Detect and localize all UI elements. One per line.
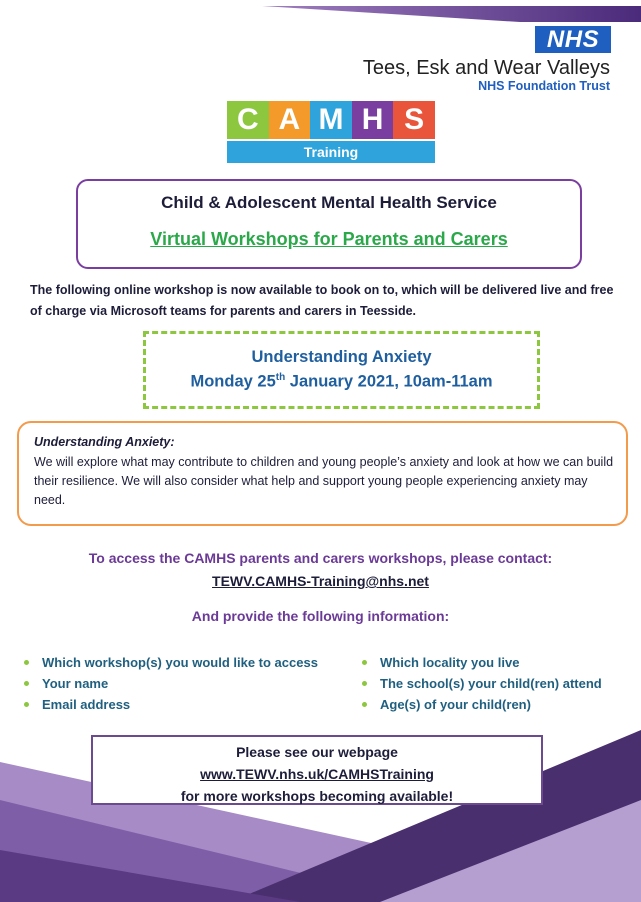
camhs-logo-letters bbox=[227, 101, 435, 139]
webpage-outro: for more workshops becoming available! bbox=[180, 788, 454, 804]
camhs-letter: M bbox=[310, 101, 352, 139]
bullet-icon bbox=[24, 660, 29, 665]
bullet-icon bbox=[362, 681, 367, 686]
bullet-icon bbox=[362, 660, 367, 665]
event-title: Understanding Anxiety bbox=[251, 348, 432, 366]
camhs-letter: S bbox=[393, 101, 435, 139]
list-item bbox=[362, 652, 602, 673]
contact-email-link[interactable]: TEWV.CAMHS-Training@nhs.net bbox=[212, 573, 429, 589]
description-text: We will explore what may contribute to children and young people’s anxiety and look at how we can build their resilience. We will also consider what help and support young people experiencing anxiety may need. bbox=[34, 455, 614, 507]
webpage-box bbox=[91, 735, 543, 805]
camhs-logo bbox=[227, 101, 435, 163]
workshops-subtitle: Virtual Workshops for Parents and Carers bbox=[150, 229, 508, 249]
list-item-label: Age(s) of your child(ren) bbox=[380, 697, 531, 712]
list-item-label: Which workshop(s) you would like to access bbox=[42, 655, 318, 670]
camhs-training-banner: Training bbox=[227, 141, 435, 163]
trust-name: Tees, Esk and Wear Valleys bbox=[362, 57, 610, 79]
title-box bbox=[76, 179, 582, 269]
trust-subtitle: NHS Foundation Trust bbox=[478, 79, 610, 93]
nhs-logo: NHS bbox=[535, 26, 611, 53]
bullet-icon bbox=[24, 681, 29, 686]
event-date-suffix: th bbox=[275, 372, 286, 383]
description-heading: Understanding Anxiety: bbox=[34, 435, 175, 449]
list-item bbox=[24, 652, 318, 673]
webpage-link[interactable]: www.TEWV.nhs.uk/CAMHSTraining bbox=[200, 766, 434, 782]
contact-instruction: To access the CAMHS parents and carers workshops, please contact: bbox=[88, 550, 553, 566]
list-item bbox=[24, 673, 318, 694]
camhs-letter: H bbox=[352, 101, 394, 139]
webpage-intro: Please see our webpage bbox=[236, 744, 398, 760]
provide-info-heading: And provide the following information: bbox=[191, 608, 450, 624]
camhs-letter: A bbox=[269, 101, 311, 139]
list-item-label: The school(s) your child(ren) attend bbox=[380, 676, 602, 691]
description-box bbox=[17, 421, 628, 526]
intro-paragraph: The following online workshop is now available to book on to, which will be delivered live and free of charge via Microsoft teams for parents and carers in Teesside. bbox=[30, 283, 614, 318]
list-item-label: Which locality you live bbox=[380, 655, 520, 670]
list-item-label: Email address bbox=[42, 697, 131, 712]
list-item-label: Your name bbox=[42, 676, 109, 691]
camhs-letter: C bbox=[227, 101, 269, 139]
event-box bbox=[143, 331, 540, 409]
service-title: Child & Adolescent Mental Health Service bbox=[161, 193, 497, 212]
event-date bbox=[146, 372, 537, 392]
event-date-rest: January 2021, 10am-11am bbox=[285, 372, 493, 391]
event-date-prefix: Monday 25 bbox=[190, 372, 276, 391]
list-item bbox=[362, 673, 602, 694]
